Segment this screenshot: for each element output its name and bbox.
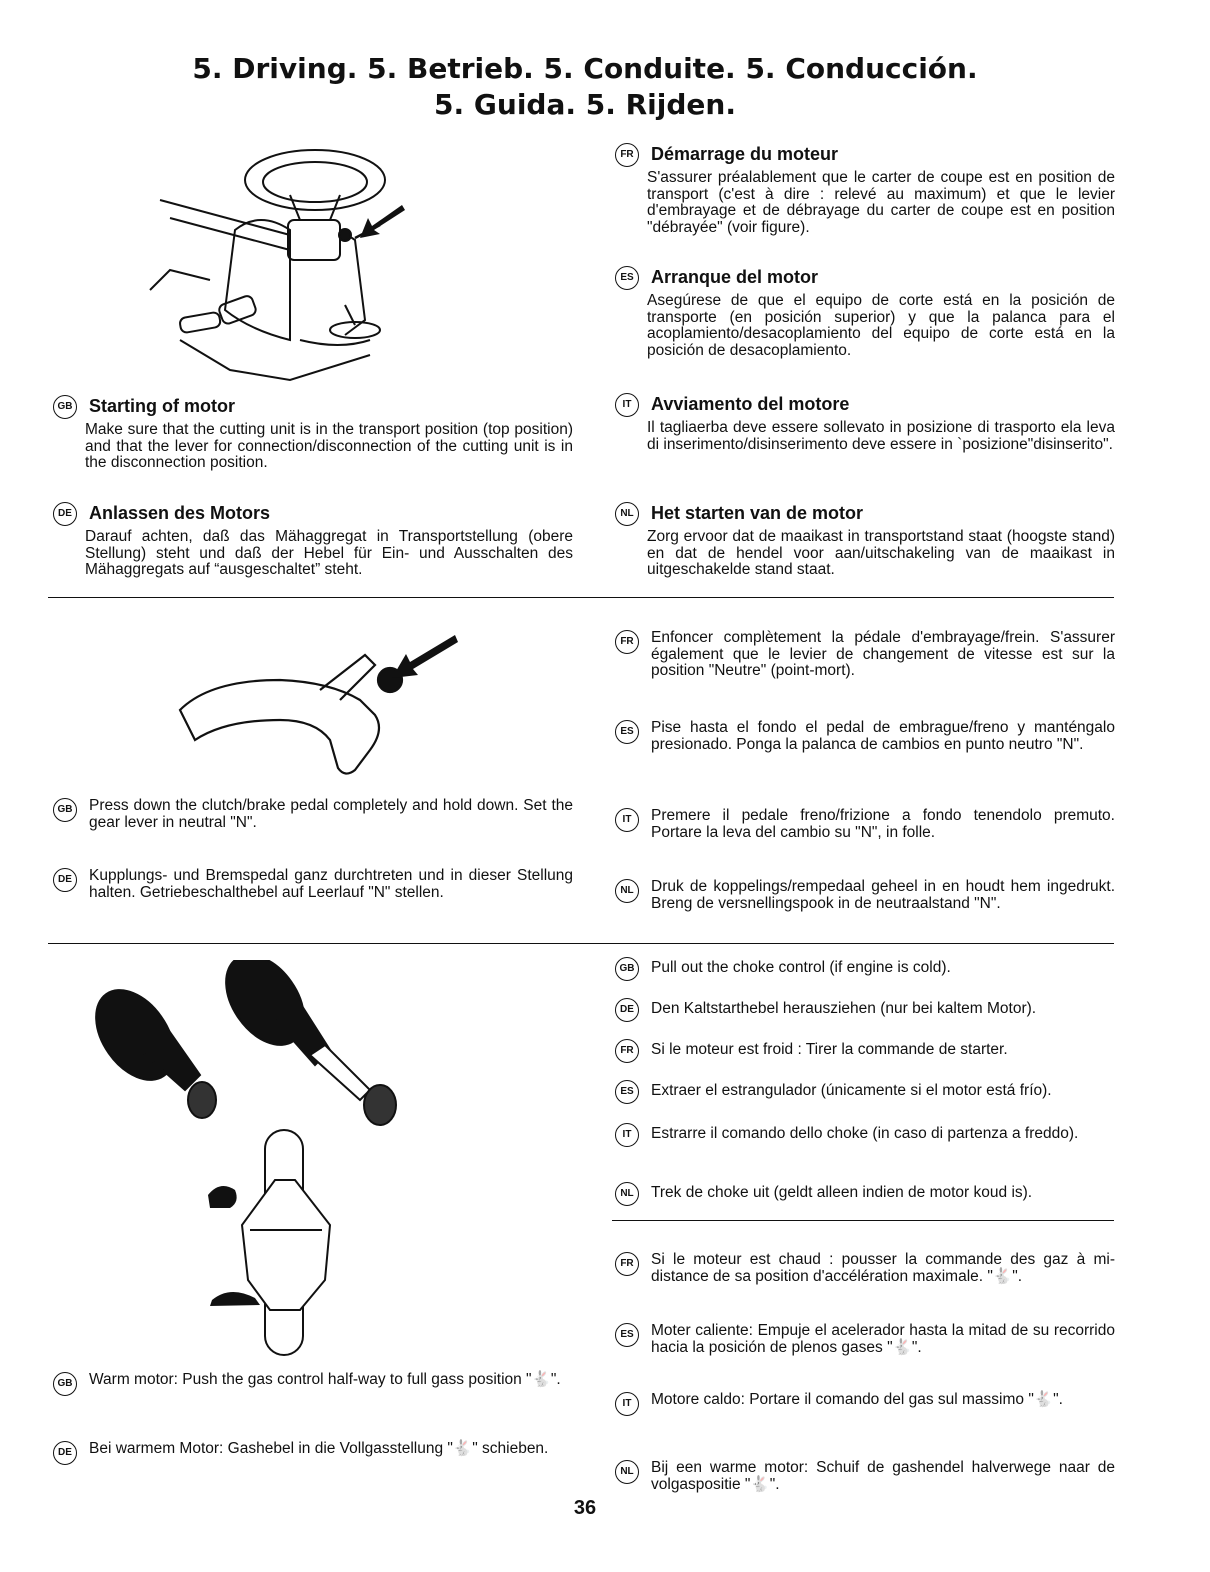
- de-heading: Anlassen des Motors: [89, 503, 271, 523]
- nl-pedal-block: [615, 879, 1115, 912]
- gb-badge: GB: [53, 798, 77, 822]
- it-gas-block: [615, 1392, 1115, 1409]
- de-text: Darauf achten, daß das Mähaggregat in Transportstellung (obere Stellung) steht und daß der Hebel für Ein- und Ausschalten des Mähaggregats auf “ausgeschaltet” steht.: [85, 528, 573, 579]
- it-badge: IT: [615, 808, 639, 832]
- gb-pedal-block: [53, 798, 573, 831]
- de-pedal-block: [53, 868, 573, 901]
- de-badge: DE: [53, 868, 77, 892]
- gb-starting-block: [53, 395, 573, 472]
- fr-starting-block: [615, 143, 1115, 236]
- de-starting-block: [53, 502, 573, 579]
- gb-gas-text: Warm motor: Push the gas control half-way to full gass position "🐇".: [89, 1371, 561, 1388]
- gb-badge: GB: [53, 1372, 77, 1396]
- fr-gas-block: [615, 1252, 1115, 1285]
- nl-starting-block: [615, 502, 1115, 579]
- nl-badge: NL: [615, 1460, 639, 1484]
- it-badge: IT: [615, 1123, 639, 1147]
- it-heading: Avviamento del motore: [651, 394, 850, 414]
- gb-gas-block: [53, 1372, 573, 1389]
- fr-text: S'assurer préalablement que le carter de coupe est en position de transport (c'est à dire : relevé au maximum) et que le levier d'embrayage et de débrayage du carter de coupe est en position "débrayée" (voir figure).: [647, 169, 1115, 236]
- fr-choke-block: [615, 1039, 1115, 1059]
- de-badge: DE: [615, 998, 639, 1022]
- fr-heading: Démarrage du moteur: [651, 144, 839, 164]
- page-title-line2: 5. Guida. 5. Rijden.: [434, 88, 736, 121]
- it-gas-text: Motore caldo: Portare il comando del gas sul massimo "🐇".: [651, 1391, 1063, 1408]
- gb-heading: Starting of motor: [89, 396, 235, 416]
- gb-text: Make sure that the cutting unit is in the transport position (top position) and that the lever for connection/disconnection of the cutting unit is in the disconnection position.: [85, 421, 573, 472]
- gb-badge: GB: [615, 957, 639, 981]
- it-badge: IT: [615, 393, 639, 417]
- page-number: 36: [573, 1497, 597, 1519]
- gb-choke-block: [615, 957, 1115, 977]
- choke-and-throttle-illustration: [90, 960, 440, 1360]
- divider-3: [612, 1220, 1114, 1221]
- it-choke-text: Estrarre il comando dello choke (in caso di partenza a freddo).: [651, 1125, 1079, 1142]
- fr-badge: FR: [615, 630, 639, 654]
- es-pedal-text: Pise hasta el fondo el pedal de embrague/freno y manténgalo presionado. Ponga la palanca de cambios en punto neutro "N".: [651, 719, 1115, 753]
- it-pedal-block: [615, 808, 1115, 841]
- divider-1: [48, 597, 1114, 598]
- de-choke-text: Den Kaltstarthebel herausziehen (nur bei kaltem Motor).: [651, 1000, 1037, 1017]
- gb-badge: GB: [53, 395, 77, 419]
- es-badge: ES: [615, 720, 639, 744]
- es-badge: ES: [615, 266, 639, 290]
- es-heading: Arranque del motor: [651, 267, 819, 287]
- es-gas-block: [615, 1323, 1115, 1356]
- es-starting-block: [615, 266, 1115, 359]
- es-badge: ES: [615, 1080, 639, 1104]
- de-gas-text: Bei warmem Motor: Gashebel in die Vollgasstellung "🐇" schieben.: [89, 1440, 549, 1457]
- it-starting-block: [615, 393, 1115, 453]
- fr-badge: FR: [615, 1252, 639, 1276]
- de-pedal-text: Kupplungs- und Bremspedal ganz durchtreten und in dieser Stellung halten. Getriebeschalthebel auf Leerlauf "N" stellen.: [89, 867, 573, 901]
- de-gas-block: [53, 1441, 573, 1458]
- de-badge: DE: [53, 502, 77, 526]
- nl-choke-text: Trek de choke uit (geldt alleen indien de motor koud is).: [651, 1184, 1033, 1201]
- es-pedal-block: [615, 720, 1115, 753]
- es-choke-text: Extraer el estrangulador (únicamente si el motor está frío).: [651, 1082, 1052, 1099]
- nl-pedal-text: Druk de koppelings/rempedaal geheel in en houdt hem ingedrukt. Breng de versnellingspook in de neutraalstand "N".: [651, 878, 1115, 912]
- fr-badge: FR: [615, 1039, 639, 1063]
- it-text: Il tagliaerba deve essere sollevato in posizione di trasporto ela leva di inserimento/disinserimento deve essere in `posizione"disinserito".: [647, 419, 1115, 453]
- fr-pedal-block: [615, 630, 1115, 680]
- page-title-line1: 5. Driving. 5. Betrieb. 5. Conduite. 5. Conducción.: [192, 52, 978, 85]
- es-badge: ES: [615, 1323, 639, 1347]
- gb-pedal-text: Press down the clutch/brake pedal completely and hold down. Set the gear lever in neutral "N".: [89, 797, 573, 831]
- fr-pedal-text: Enfoncer complètement la pédale d'embrayage/frein. S'assurer également que le levier de changement de vitesse est sur la position "Neutre" (point-mort).: [651, 629, 1115, 679]
- clutch-pedal-illustration: [170, 620, 470, 780]
- nl-text: Zorg ervoor dat de maaikast in transportstand staat (hoogste stand) en dat de hendel voor aan/uitschakeling van de maaikast in uitgeschakelde stand staat.: [647, 528, 1115, 579]
- nl-gas-text: Bij een warme motor: Schuif de gashendel halverwege naar de volgaspositie "🐇".: [651, 1459, 1115, 1493]
- it-badge: IT: [615, 1392, 639, 1416]
- fr-choke-text: Si le moteur est froid : Tirer la commande de starter.: [651, 1041, 1008, 1058]
- es-choke-block: [615, 1080, 1115, 1100]
- nl-badge: NL: [615, 879, 639, 903]
- es-text: Asegúrese de que el equipo de corte está en la posición de transporte (en posición superior) y que la palanca para el acoplamiento/desacoplamiento del equipo de corte está en la posición de desacoplamiento.: [647, 292, 1115, 359]
- gb-choke-text: Pull out the choke control (if engine is cold).: [651, 959, 951, 976]
- nl-badge: NL: [615, 1182, 639, 1206]
- it-choke-block: [615, 1123, 1115, 1143]
- de-badge: DE: [53, 1441, 77, 1465]
- de-choke-block: [615, 998, 1115, 1018]
- tractor-dashboard-illustration: [140, 140, 440, 385]
- it-pedal-text: Premere il pedale freno/frizione a fondo tenendolo premuto. Portare la leva del cambio su "N", in folle.: [651, 807, 1115, 841]
- nl-choke-block: [615, 1182, 1115, 1202]
- nl-heading: Het starten van de motor: [651, 503, 864, 523]
- fr-badge: FR: [615, 143, 639, 167]
- nl-badge: NL: [615, 502, 639, 526]
- fr-gas-text: Si le moteur est chaud : pousser la commande des gaz à mi-distance de sa position d'accélération maximale. "🐇".: [651, 1251, 1115, 1285]
- nl-gas-block: [615, 1460, 1115, 1493]
- es-gas-text: Moter caliente: Empuje el acelerador hasta la mitad de su recorrido hacia la posición de plenos gases "🐇".: [651, 1322, 1115, 1356]
- divider-2: [48, 943, 1114, 944]
